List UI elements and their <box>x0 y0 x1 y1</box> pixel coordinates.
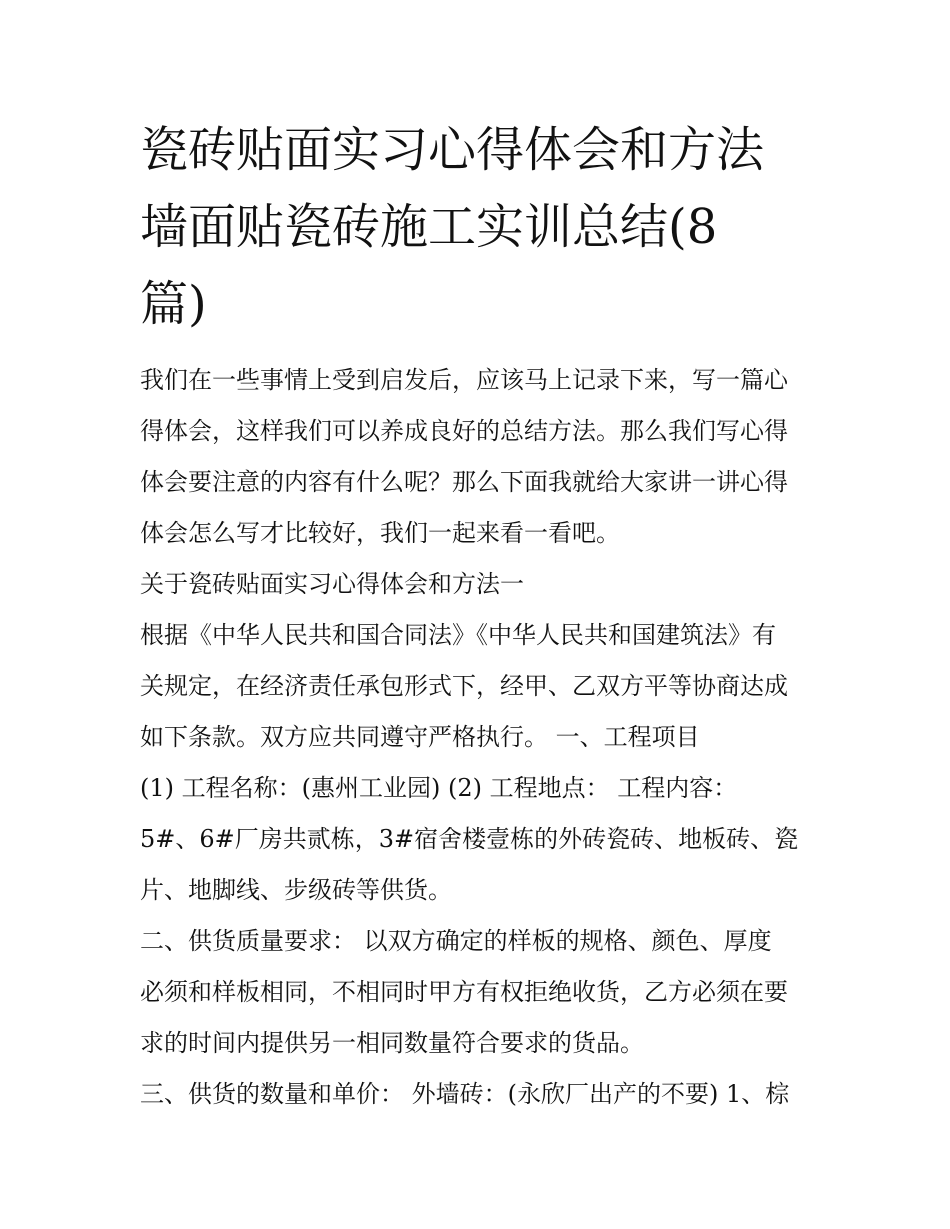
document-title <box>140 112 820 343</box>
title-line: 篇) <box>140 276 207 332</box>
contract-line: 根据《中华人民共和国合同法》《中华人民共和国建筑法》有 <box>140 621 776 649</box>
contract-line: 5#、6#厂房共贰栋，3#宿舍楼壹栋的外砖瓷砖、地板砖、瓷 <box>140 825 799 853</box>
contract-line: 三、供货的数量和单价： 外墙砖：(永欣厂出产的不要) 1、棕 <box>140 1080 790 1108</box>
title-line: 墙面贴瓷砖施工实训总结(8 <box>140 199 718 255</box>
contract-line: 必须和样板相同，不相同时甲方有权拒绝收货，乙方必须在要 <box>140 978 788 1006</box>
intro-paragraph <box>140 355 830 559</box>
contract-line: 求的时间内提供另一相同数量符合要求的货品。 <box>140 1029 644 1057</box>
title-line: 瓷砖贴面实习心得体会和方法 <box>140 122 765 178</box>
intro-line: 体会怎么写才比较好，我们一起来看一看吧。 <box>140 519 620 547</box>
contract-paragraph <box>140 610 830 1120</box>
contract-line: 片、地脚线、步级砖等供货。 <box>140 876 452 904</box>
intro-line: 得体会，这样我们可以养成良好的总结方法。那么我们写心得 <box>140 417 788 445</box>
section-heading <box>140 559 830 610</box>
section-heading-text: 关于瓷砖贴面实习心得体会和方法一 <box>140 570 524 598</box>
contract-line: 关规定，在经济责任承包形式下，经甲、乙双方平等协商达成 <box>140 672 788 700</box>
contract-line: 二、供货质量要求： 以双方确定的样板的规格、颜色、厚度 <box>140 927 772 955</box>
intro-line: 体会要注意的内容有什么呢？那么下面我就给大家讲一讲心得 <box>140 468 788 496</box>
contract-line: 如下条款。双方应共同遵守严格执行。 一、工程项目 <box>140 723 700 751</box>
intro-line: 我们在一些事情上受到启发后，应该马上记录下来，写一篇心 <box>140 366 788 394</box>
contract-line: (1) 工程名称：(惠州工业园) (2) 工程地点： 工程内容： <box>140 774 738 802</box>
